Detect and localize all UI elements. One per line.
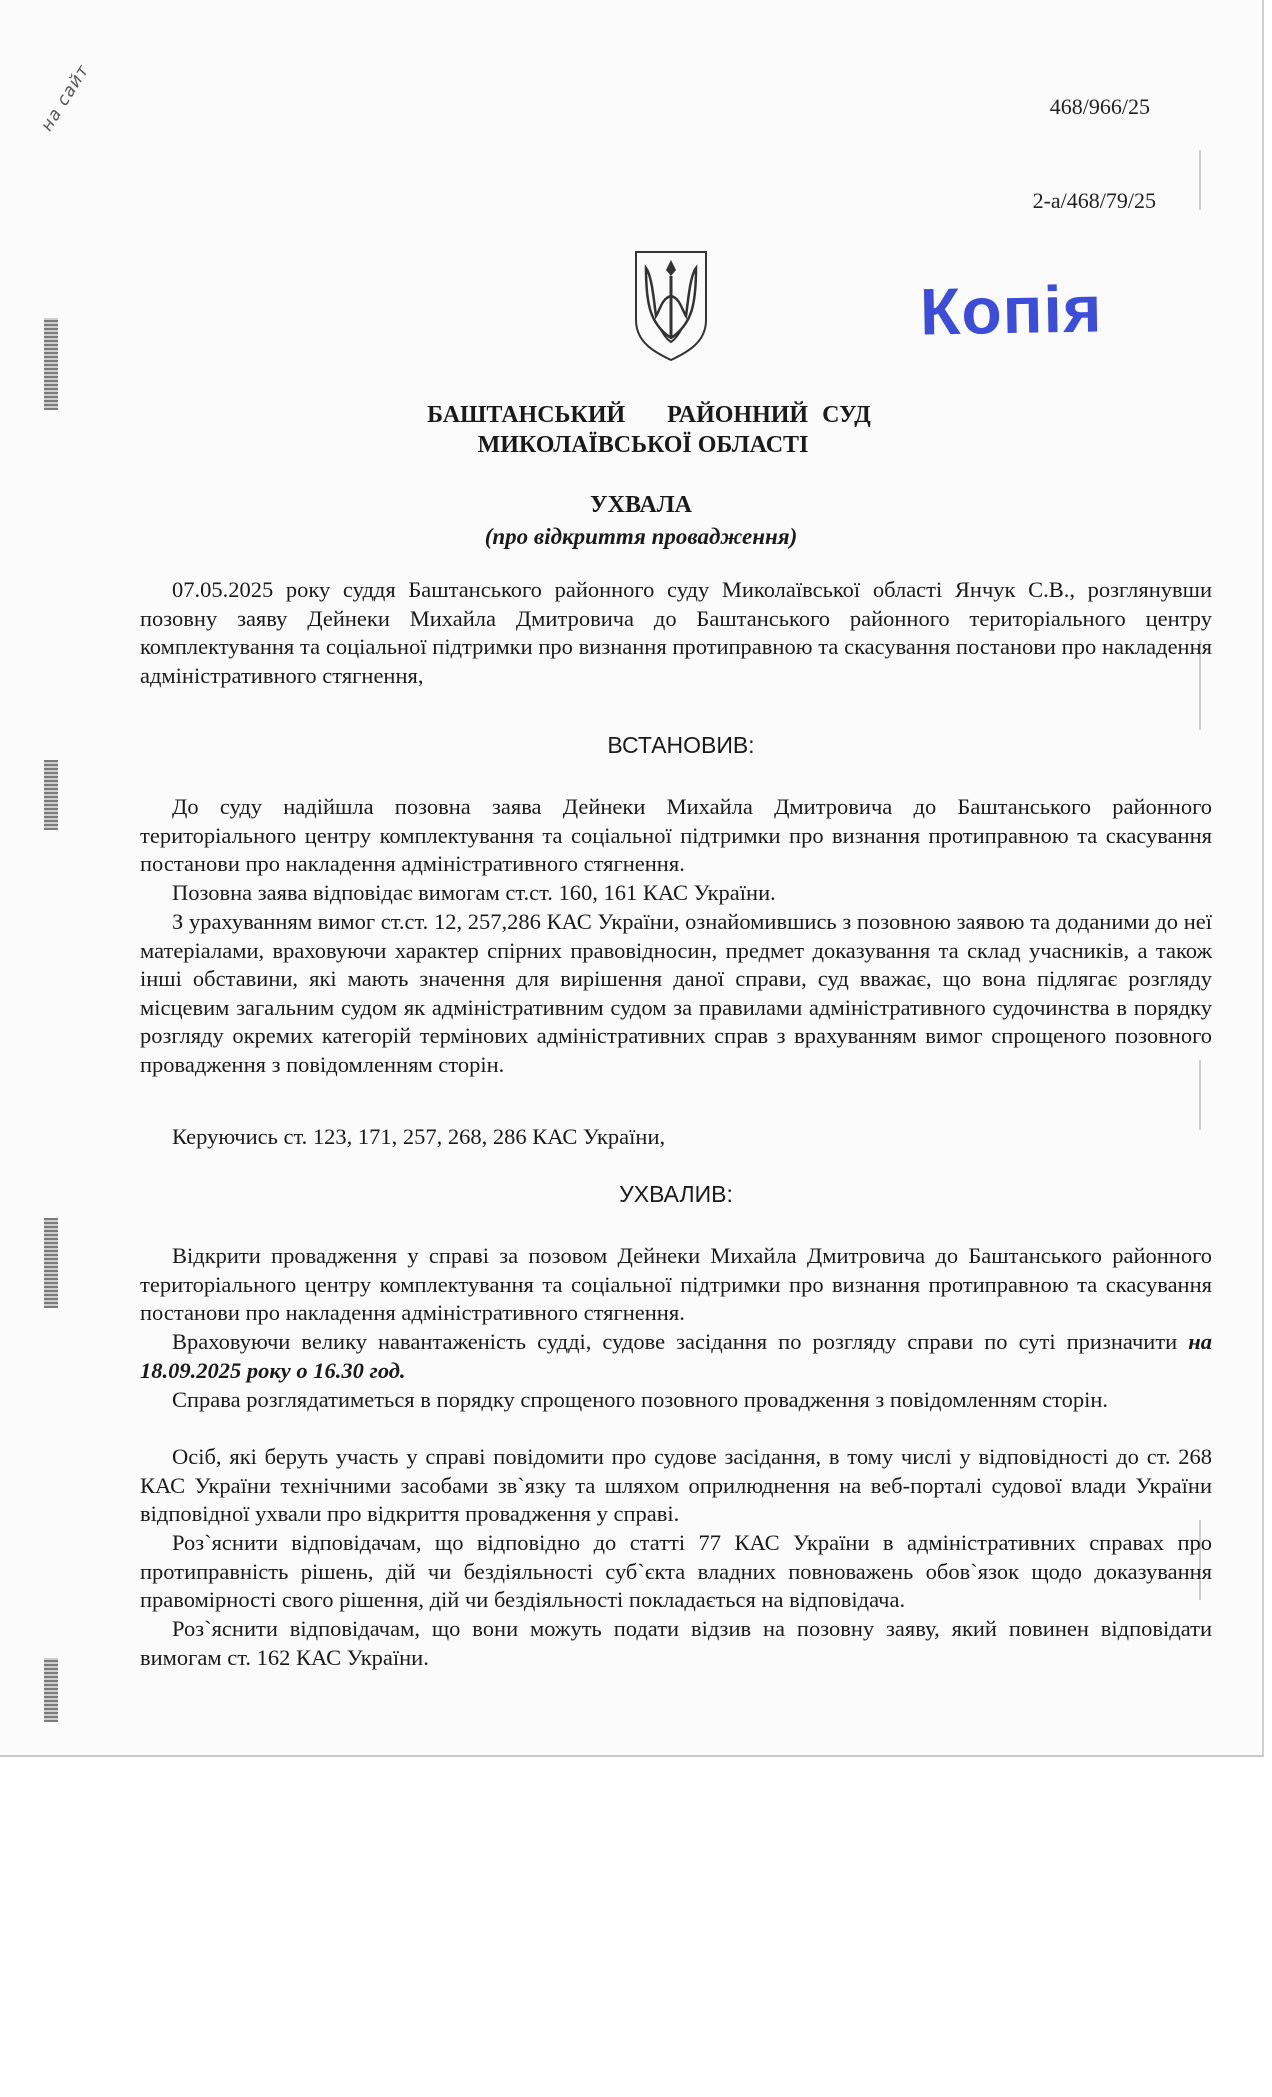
ruling-hearing-text: Враховуючи велику навантаженість судді, судове засідання по розгляду справи по суті призначити (172, 1329, 1178, 1354)
scan-artifact (44, 760, 58, 830)
ruling-paragraph-4: Осіб, які беруть участь у справі повідомити про судове засідання, в тому числі у відповідності до ст. 268 КАС України технічними засобами зв`язку та шляхом оприлюднення на веб-порталі судової влади України відповідної ухвали про відкриття провадження у справі. (140, 1444, 1212, 1526)
scan-artifact (44, 1658, 58, 1722)
established-paragraph-2: Позовна заява відповідає вимогам ст.ст. 160, 161 КАС України. (172, 880, 776, 905)
section-heading-established: ВСТАНОВИВ: (607, 732, 755, 758)
ruling-paragraph-2 (140, 1328, 1212, 1385)
court-name-line1: БАШТАНСЬКИЙ РАЙОННИЙ СУД (427, 402, 871, 428)
ruling-paragraph-1: Відкрити провадження у справі за позовом Дейнеки Михайла Дмитровича до Баштанського районного територіального центру комплектування та соціальної підтримки про визнання протиправною та скасування постанови про накладення адміністративного стягнення. (140, 1243, 1212, 1325)
hearing-date: на 18.09.2025 року о 16.30 год. (140, 1329, 1213, 1383)
established-paragraph-1: До суду надійшла позовна заява Дейнеки Михайла Дмитровича до Баштанського районного територіального центру комплектування та соціальної підтримки про визнання протиправною та скасування постанови про накладення адміністративного стягнення. (140, 794, 1212, 876)
court-name-line2: МИКОЛАЇВСЬКОЇ ОБЛАСТІ (477, 432, 809, 458)
ukraine-trident-emblem-icon (630, 246, 712, 364)
scan-artifact (44, 318, 58, 410)
ruling-paragraph-3: Справа розглядатиметься в порядку спрощеного позовного провадження з повідомленням сторін. (172, 1387, 1109, 1412)
document-subtitle: (про відкриття провадження) (484, 524, 798, 549)
section-heading-ruled: УХВАЛИВ: (619, 1181, 733, 1207)
document-title: УХВАЛА (590, 492, 692, 518)
intro-paragraph: 07.05.2025 року суддя Баштанського районного суду Миколаївської області Янчук С.В., розглянувши позовну заяву Дейнеки Михайла Дмитровича до Баштанського районного територіального центру комплектування та соціальної підтримки про визнання протиправною та скасування постанови про накладення адміністративного стягнення, (140, 577, 1212, 688)
case-number: 2-а/468/79/25 (1032, 188, 1156, 213)
copy-stamp: Копія (919, 271, 1103, 349)
established-paragraph-4: Керуючись ст. 123, 171, 257, 268, 286 КАС України, (172, 1124, 666, 1149)
ruling-paragraph-6: Роз`яснити відповідачам, що вони можуть подати відзив на позовну заяву, який повинен відповідати вимогам ст. 162 КАС України. (140, 1616, 1212, 1670)
handwritten-note: на сайт (37, 61, 94, 135)
scan-artifact (1199, 150, 1201, 210)
established-paragraph-3: З урахуванням вимог ст.ст. 12, 257,286 КАС України, ознайомившись з позовною заявою та доданими до неї матеріалами, враховуючи характер спірних правовідносин, предмет доказування та склад учасників, а також інші обставини, які мають значення для вирішення даної справи, суд вважає, що вона підлягає розгляду місцевим загальним судом як адміністративним судом за правилами адміністративного судочинства в порядку розгляду окремих категорій термінових адміністративних справ з врахуванням вимог спрощеного позовного провадження з повідомленням сторін. (140, 909, 1212, 1077)
registration-number: 468/966/25 (1049, 94, 1150, 119)
ruling-paragraph-5: Роз`яснити відповідачам, що відповідно до статті 77 КАС України в адміністративних справах про протиправність рішень, дій чи бездіяльності суб`єкта владних повноважень обов`язок щодо доказування правомірності свого рішення, дій чи бездіяльності покладається на відповідача. (140, 1530, 1212, 1612)
scan-artifact (44, 1218, 58, 1308)
